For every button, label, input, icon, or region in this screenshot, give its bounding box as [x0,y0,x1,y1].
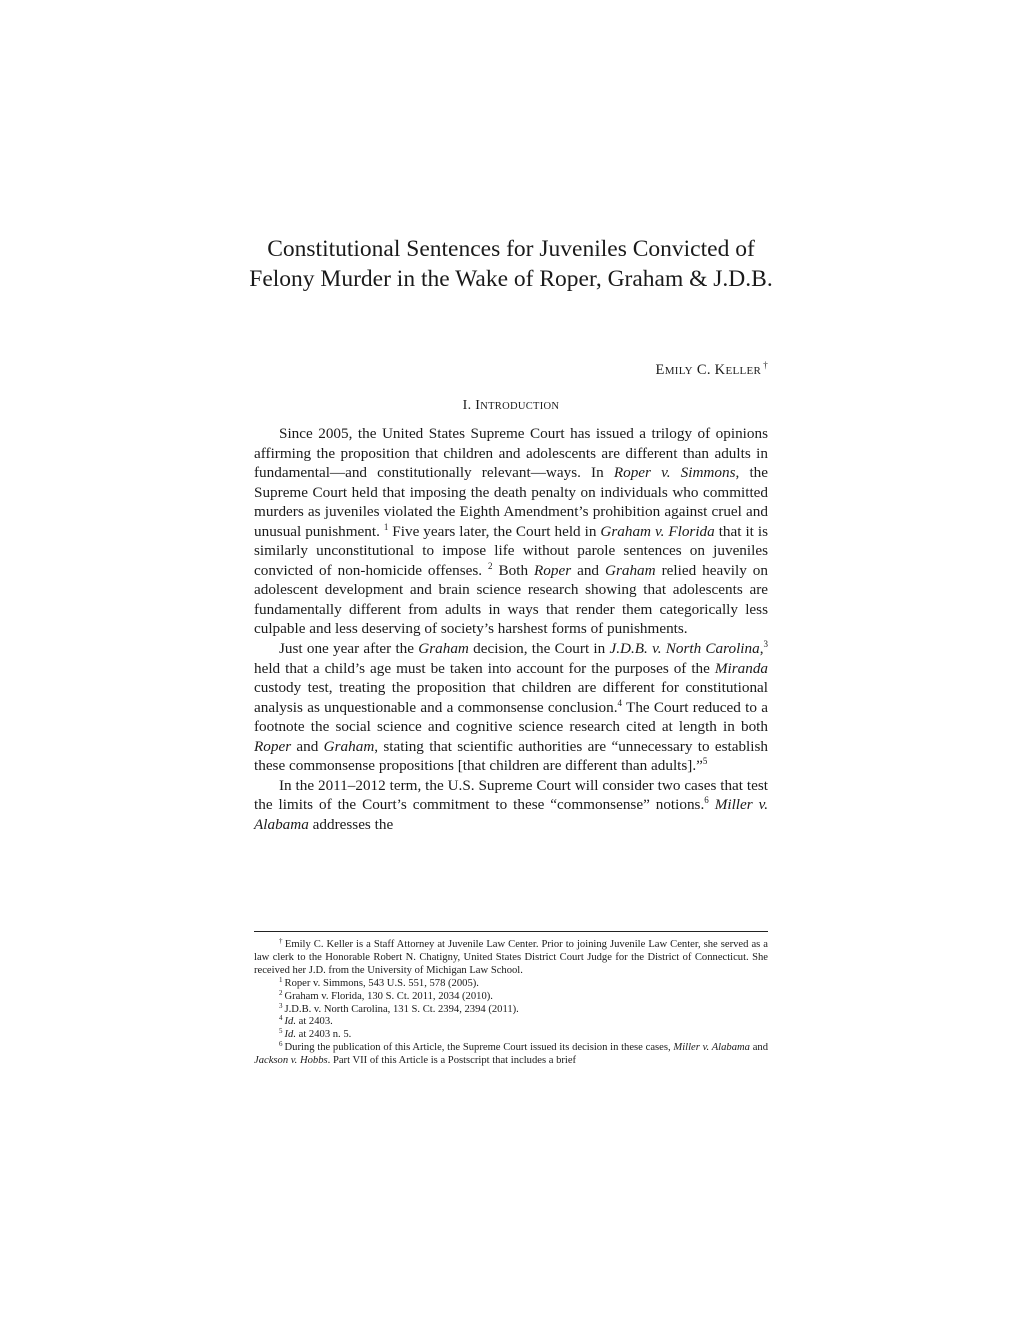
author-line [656,360,768,379]
text-run: Since 2005, the United States Supreme Court has issued a trilogy of opinions affirming the proposition that children and adolescents are different than adults in fundamental—and constitutionally relevant—ways. In [254,425,768,482]
footnote-ref[interactable]: 5 [702,756,708,767]
text-run: Both [492,561,534,579]
footnote-mark: 3 [279,1001,283,1010]
case-name: Miller v. Alabama [673,1042,750,1054]
text-run: In the 2011–2012 term, the U.S. Supreme Court will consider two cases that test the limits of the Court’s commitment to these “commonsense” notions. [254,776,768,814]
text-run: , the Supreme Court held that imposing the death penalty on individuals who committed murders as juveniles violated the Eighth Amendment’s prohibition against cruel and unusual punishment. [254,464,768,540]
footnote-text: . Part VII of this Article is a Postscript that includes a brief [327,1055,577,1067]
case-name: Roper [534,561,572,579]
id-citation: Id. [284,1016,296,1028]
case-name: Graham [604,561,656,579]
document-page [249,0,773,1320]
footnote-ref[interactable]: 2 [488,560,493,571]
footnote-text: J.D.B. v. North Carolina, 131 S. Ct. 2394, 2394 (2011). [284,1003,519,1015]
footnote-ref[interactable]: 1 [383,521,389,532]
footnote-2 [254,988,768,1004]
case-name: Graham v. Florida [600,522,715,540]
footnote-1 [254,975,768,991]
footnote-dagger [254,939,768,978]
footnote-text: and [749,1042,769,1054]
text-run: The Court reduced to a footnote the social science and cognitive science research cited at length in both [254,698,768,736]
footnote-divider [254,931,768,932]
case-name: Jackson v. Hobbs [254,1055,328,1067]
footnote-text: at 2403 n. 5. [295,1029,352,1041]
footnote-mark: 2 [279,988,283,997]
text-run: held that a child’s age must be taken into account for the purposes of the [254,659,715,677]
footnote-mark: 4 [279,1014,283,1023]
footnote-5 [254,1029,768,1042]
case-name: Miller v. Alabama [254,796,769,833]
author-last-smallcaps: ELLER [725,365,762,377]
text-run: Five years later, the Court held in [388,522,601,540]
footnote-ref[interactable]: 6 [704,795,709,806]
footnote-mark: 5 [279,1027,283,1036]
paragraph-3 [254,776,768,835]
footnote-mark: 1 [279,975,283,984]
text-run: decision, the Court in [468,640,610,658]
paragraph-2 [254,639,768,776]
case-name: Roper [254,737,292,755]
text-run: that it is similarly unconstitutional to impose life without parole sentences on juveniles convicted of non-homicide offenses. [254,522,768,579]
author-first-smallcaps: MILY [664,365,693,377]
text-run: Just one year after the [279,640,419,658]
text-run: relied heavily on adolescent development and brain science research showing that adolescents are fundamentally different from adults in ways that render them categorically less culpable and less deserving of society’s harshest forms of punishments. [254,561,768,638]
section-title-smallcaps: NTRODUCTION [480,401,560,412]
text-run: custody test, treating the proposition that children are different for constitutional analysis as unquestionable and a commonsense conclusion. [254,679,768,716]
text-run: and [291,737,324,755]
footnote-text: During the publication of this Article, the Supreme Court issued its decision in these cases, [284,1042,674,1054]
footnote-text: Emily C. Keller is a Staff Attorney at Juvenile Law Center. Prior to joining Juvenile Law Center, she served as a law clerk to the Honorable Robert N. Chatigny, United States District Court Judge for the District of Connecticut. She received her J.D. from the University of Michigan Law School. [254,939,768,976]
section-heading [254,398,768,414]
footnote-3 [254,1001,768,1017]
author-initial: E [655,362,665,378]
footnote-4 [254,1016,768,1029]
author-middle: C. K [692,362,726,378]
case-name: Miranda [714,659,768,677]
footnote-ref[interactable]: 4 [617,697,623,708]
footnote-text: Roper v. Simmons, 543 U.S. 551, 578 (2005). [284,977,479,989]
id-citation: Id. [284,1029,296,1041]
footnote-text: Graham v. Florida, 130 S. Ct. 2011, 2034 (2010). [284,990,493,1002]
article-title: Constitutional Sentences for Juveniles Convicted of Felony Murder in the Wake of Roper, Graham & J.D.B. [249,236,773,292]
text-run: addresses the [308,815,394,833]
footnote-text: at 2403. [295,1016,333,1028]
paragraph-1 [254,424,768,639]
text-run: and [571,561,605,579]
footnote-mark: † [279,937,283,945]
footnote-mark: 6 [279,1040,283,1049]
case-name: Roper v. Simmons [613,464,736,482]
case-name: J.D.B. v. North Carolina [609,640,760,658]
body-text [254,424,768,834]
author-footnote-mark[interactable]: † [763,360,768,370]
footnote-6 [254,1042,768,1068]
footnotes [254,939,768,1068]
case-name: Graham [418,640,469,658]
text-run: , [759,640,764,658]
section-number: I. I [462,398,481,413]
footnote-ref[interactable]: 3 [763,639,769,650]
case-name: Graham [323,737,375,755]
text-run: , stating that scientific authorities are “unnecessary to establish these commonsense propositions [that children are different than adults].” [254,737,768,775]
